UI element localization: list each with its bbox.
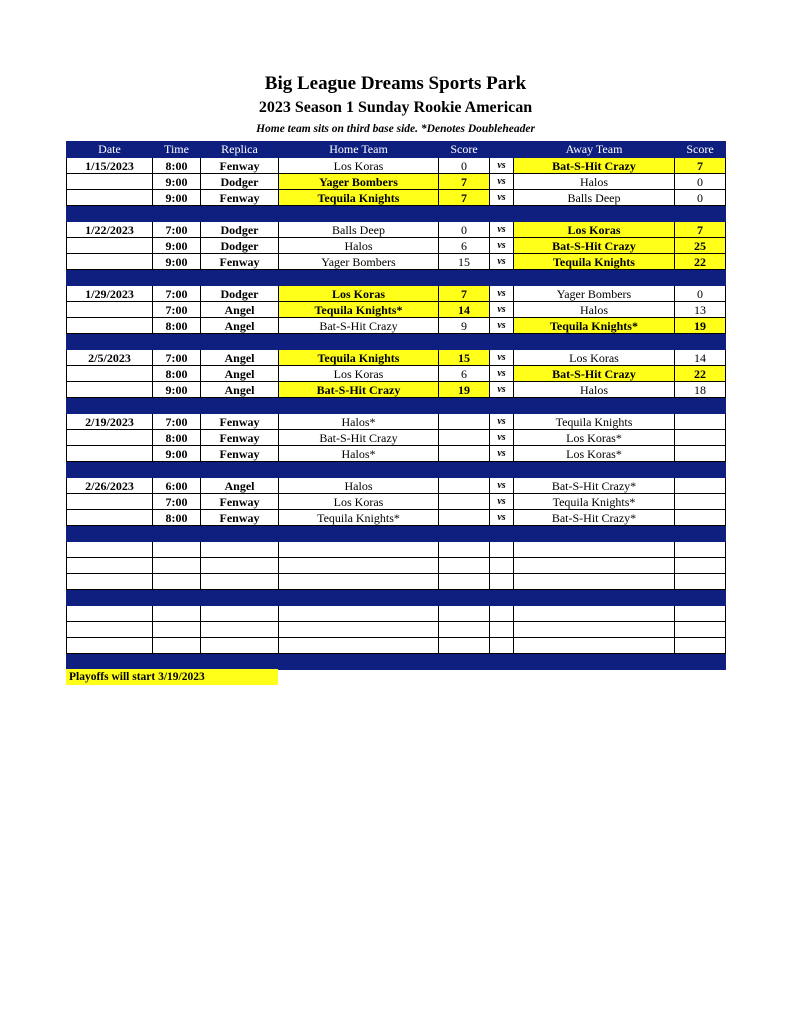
replica-cell: Dodger xyxy=(201,222,279,238)
home-team-cell: Halos xyxy=(279,478,439,494)
vs-cell xyxy=(490,542,514,558)
time-cell: 8:00 xyxy=(153,158,201,174)
column-header-replica: Replica xyxy=(201,142,279,158)
vs-cell xyxy=(490,558,514,574)
home-team-cell: Bat-S-Hit Crazy xyxy=(279,430,439,446)
home-score-cell: 6 xyxy=(439,366,490,382)
home-score-cell xyxy=(439,558,490,574)
away-team-cell xyxy=(514,622,675,638)
replica-cell: Angel xyxy=(201,302,279,318)
away-score-cell xyxy=(675,638,726,654)
table-row xyxy=(67,510,726,526)
schedule-table xyxy=(66,141,726,670)
column-header-vs xyxy=(490,142,514,158)
away-team-cell: Halos xyxy=(514,174,675,190)
week-separator xyxy=(67,590,726,606)
home-team-cell: Halos* xyxy=(279,446,439,462)
away-score-cell xyxy=(675,494,726,510)
home-score-cell: 0 xyxy=(439,222,490,238)
home-team-cell: Tequila Knights* xyxy=(279,302,439,318)
date-cell xyxy=(67,302,153,318)
table-row xyxy=(67,302,726,318)
time-cell xyxy=(153,606,201,622)
vs-cell xyxy=(490,638,514,654)
date-cell xyxy=(67,510,153,526)
time-cell: 6:00 xyxy=(153,478,201,494)
away-score-cell: 14 xyxy=(675,350,726,366)
table-row xyxy=(67,622,726,638)
table-row xyxy=(67,174,726,190)
header-row xyxy=(67,142,726,158)
time-cell: 9:00 xyxy=(153,254,201,270)
replica-cell: Angel xyxy=(201,382,279,398)
away-score-cell xyxy=(675,558,726,574)
replica-cell: Fenway xyxy=(201,254,279,270)
vs-cell: vs xyxy=(490,478,514,494)
vs-cell: vs xyxy=(490,350,514,366)
replica-cell: Fenway xyxy=(201,158,279,174)
table-row xyxy=(67,222,726,238)
vs-cell: vs xyxy=(490,494,514,510)
home-score-cell xyxy=(439,574,490,590)
away-score-cell xyxy=(675,606,726,622)
away-team-cell: Los Koras* xyxy=(514,446,675,462)
date-cell xyxy=(67,542,153,558)
away-score-cell: 0 xyxy=(675,174,726,190)
home-team-cell xyxy=(279,606,439,622)
page-title: Big League Dreams Sports Park xyxy=(264,73,527,94)
replica-cell xyxy=(201,558,279,574)
away-team-cell: Bat-S-Hit Crazy xyxy=(514,158,675,174)
away-score-cell xyxy=(675,510,726,526)
time-cell: 7:00 xyxy=(153,286,201,302)
home-score-cell xyxy=(439,542,490,558)
replica-cell: Fenway xyxy=(201,190,279,206)
away-score-cell xyxy=(675,574,726,590)
date-cell xyxy=(67,190,153,206)
home-score-cell xyxy=(439,446,490,462)
home-team-cell: Tequila Knights xyxy=(279,350,439,366)
week-separator xyxy=(67,398,726,414)
home-score-cell: 0 xyxy=(439,158,490,174)
away-team-cell: Bat-S-Hit Crazy xyxy=(514,238,675,254)
home-team-cell: Bat-S-Hit Crazy xyxy=(279,318,439,334)
away-score-cell: 22 xyxy=(675,254,726,270)
vs-cell: vs xyxy=(490,414,514,430)
vs-cell: vs xyxy=(490,286,514,302)
away-score-cell xyxy=(675,478,726,494)
table-row xyxy=(67,478,726,494)
replica-cell: Dodger xyxy=(201,286,279,302)
away-score-cell xyxy=(675,446,726,462)
date-cell xyxy=(67,174,153,190)
date-cell xyxy=(67,254,153,270)
table-row xyxy=(67,606,726,622)
away-team-cell xyxy=(514,542,675,558)
home-score-cell xyxy=(439,414,490,430)
table-row xyxy=(67,446,726,462)
home-team-cell: Halos* xyxy=(279,414,439,430)
home-score-cell: 15 xyxy=(439,254,490,270)
date-cell: 2/26/2023 xyxy=(67,478,153,494)
vs-cell: vs xyxy=(490,446,514,462)
away-team-cell xyxy=(514,638,675,654)
replica-cell: Dodger xyxy=(201,174,279,190)
replica-cell: Angel xyxy=(201,478,279,494)
home-score-cell xyxy=(439,510,490,526)
date-cell: 1/22/2023 xyxy=(67,222,153,238)
away-score-cell: 7 xyxy=(675,222,726,238)
vs-cell: vs xyxy=(490,366,514,382)
date-cell: 2/19/2023 xyxy=(67,414,153,430)
page-subtitle: 2023 Season 1 Sunday Rookie American xyxy=(258,99,533,116)
away-team-cell: Bat-S-Hit Crazy xyxy=(514,366,675,382)
home-score-cell: 14 xyxy=(439,302,490,318)
time-cell: 9:00 xyxy=(153,190,201,206)
replica-cell xyxy=(201,638,279,654)
home-team-cell: Yager Bombers xyxy=(279,174,439,190)
away-team-cell xyxy=(514,606,675,622)
away-team-cell: Los Koras xyxy=(514,222,675,238)
table-row xyxy=(67,254,726,270)
date-cell xyxy=(67,494,153,510)
time-cell: 8:00 xyxy=(153,318,201,334)
table-row xyxy=(67,158,726,174)
home-team-cell: Los Koras xyxy=(279,286,439,302)
home-score-cell xyxy=(439,478,490,494)
vs-cell: vs xyxy=(490,510,514,526)
home-team-cell: Bat-S-Hit Crazy xyxy=(279,382,439,398)
away-score-cell: 19 xyxy=(675,318,726,334)
away-score-cell: 0 xyxy=(675,286,726,302)
away-team-cell: Los Koras xyxy=(514,350,675,366)
vs-cell: vs xyxy=(490,158,514,174)
table-row xyxy=(67,638,726,654)
time-cell xyxy=(153,574,201,590)
time-cell: 7:00 xyxy=(153,494,201,510)
away-team-cell: Halos xyxy=(514,382,675,398)
replica-cell: Fenway xyxy=(201,446,279,462)
time-cell: 8:00 xyxy=(153,430,201,446)
replica-cell xyxy=(201,622,279,638)
week-separator xyxy=(67,526,726,542)
column-header-away-team: Away Team xyxy=(514,142,675,158)
away-team-cell: Tequila Knights xyxy=(514,414,675,430)
home-team-cell: Los Koras xyxy=(279,494,439,510)
home-team-cell: Los Koras xyxy=(279,366,439,382)
home-score-cell xyxy=(439,622,490,638)
column-header-time: Time xyxy=(153,142,201,158)
away-team-cell: Yager Bombers xyxy=(514,286,675,302)
time-cell: 8:00 xyxy=(153,510,201,526)
date-cell xyxy=(67,238,153,254)
table-row xyxy=(67,238,726,254)
date-cell xyxy=(67,606,153,622)
date-cell: 2/5/2023 xyxy=(67,350,153,366)
time-cell: 9:00 xyxy=(153,174,201,190)
home-score-cell: 19 xyxy=(439,382,490,398)
time-cell: 7:00 xyxy=(153,350,201,366)
home-team-cell: Tequila Knights xyxy=(279,190,439,206)
away-score-cell: 22 xyxy=(675,366,726,382)
away-team-cell xyxy=(514,558,675,574)
schedule-body xyxy=(67,158,726,670)
home-score-cell xyxy=(439,430,490,446)
date-cell xyxy=(67,622,153,638)
vs-cell: vs xyxy=(490,190,514,206)
home-score-cell xyxy=(439,606,490,622)
home-team-cell xyxy=(279,622,439,638)
vs-cell: vs xyxy=(490,302,514,318)
replica-cell: Fenway xyxy=(201,430,279,446)
table-row xyxy=(67,574,726,590)
table-row xyxy=(67,286,726,302)
time-cell xyxy=(153,558,201,574)
away-team-cell: Balls Deep xyxy=(514,190,675,206)
replica-cell: Angel xyxy=(201,318,279,334)
vs-cell xyxy=(490,574,514,590)
time-cell: 7:00 xyxy=(153,302,201,318)
replica-cell xyxy=(201,574,279,590)
column-header-away-score: Score xyxy=(675,142,726,158)
table-row xyxy=(67,414,726,430)
table-row xyxy=(67,350,726,366)
vs-cell: vs xyxy=(490,174,514,190)
away-team-cell xyxy=(514,574,675,590)
away-score-cell xyxy=(675,542,726,558)
away-team-cell: Bat-S-Hit Crazy* xyxy=(514,510,675,526)
vs-cell: vs xyxy=(490,238,514,254)
time-cell: 9:00 xyxy=(153,238,201,254)
home-score-cell: 7 xyxy=(439,174,490,190)
home-score-cell: 7 xyxy=(439,190,490,206)
replica-cell: Angel xyxy=(201,366,279,382)
replica-cell: Angel xyxy=(201,350,279,366)
away-score-cell: 0 xyxy=(675,190,726,206)
vs-cell: vs xyxy=(490,318,514,334)
away-score-cell: 7 xyxy=(675,158,726,174)
away-score-cell: 25 xyxy=(675,238,726,254)
replica-cell xyxy=(201,542,279,558)
home-team-cell: Tequila Knights* xyxy=(279,510,439,526)
table-row xyxy=(67,542,726,558)
date-cell: 1/15/2023 xyxy=(67,158,153,174)
date-cell xyxy=(67,638,153,654)
time-cell xyxy=(153,622,201,638)
column-header-home-team: Home Team xyxy=(279,142,439,158)
schedule-note: Home team sits on third base side. *Denotes Doubleheader xyxy=(256,123,535,135)
date-cell: 1/29/2023 xyxy=(67,286,153,302)
home-score-cell: 9 xyxy=(439,318,490,334)
table-row xyxy=(67,318,726,334)
playoffs-note: Playoffs will start 3/19/2023 xyxy=(66,669,278,685)
replica-cell: Fenway xyxy=(201,510,279,526)
replica-cell xyxy=(201,606,279,622)
week-separator xyxy=(67,334,726,350)
table-row xyxy=(67,494,726,510)
date-cell xyxy=(67,366,153,382)
date-cell xyxy=(67,446,153,462)
week-separator xyxy=(67,206,726,222)
home-team-cell xyxy=(279,574,439,590)
vs-cell: vs xyxy=(490,430,514,446)
replica-cell: Dodger xyxy=(201,238,279,254)
vs-cell: vs xyxy=(490,222,514,238)
date-cell xyxy=(67,318,153,334)
time-cell: 7:00 xyxy=(153,414,201,430)
away-score-cell xyxy=(675,430,726,446)
vs-cell: vs xyxy=(490,254,514,270)
home-score-cell xyxy=(439,638,490,654)
table-row xyxy=(67,190,726,206)
home-score-cell xyxy=(439,494,490,510)
home-team-cell: Halos xyxy=(279,238,439,254)
replica-cell: Fenway xyxy=(201,414,279,430)
replica-cell: Fenway xyxy=(201,494,279,510)
week-separator xyxy=(67,654,726,670)
away-team-cell: Halos xyxy=(514,302,675,318)
week-separator xyxy=(67,462,726,478)
away-score-cell xyxy=(675,414,726,430)
table-row xyxy=(67,382,726,398)
table-row xyxy=(67,558,726,574)
home-team-cell: Yager Bombers xyxy=(279,254,439,270)
time-cell: 7:00 xyxy=(153,222,201,238)
away-team-cell: Los Koras* xyxy=(514,430,675,446)
table-row xyxy=(67,366,726,382)
week-separator xyxy=(67,270,726,286)
date-cell xyxy=(67,558,153,574)
home-team-cell: Los Koras xyxy=(279,158,439,174)
home-score-cell: 7 xyxy=(439,286,490,302)
vs-cell xyxy=(490,606,514,622)
away-score-cell: 13 xyxy=(675,302,726,318)
away-team-cell: Bat-S-Hit Crazy* xyxy=(514,478,675,494)
away-team-cell: Tequila Knights* xyxy=(514,318,675,334)
column-header-home-score: Score xyxy=(439,142,490,158)
away-team-cell: Tequila Knights xyxy=(514,254,675,270)
time-cell xyxy=(153,542,201,558)
date-cell xyxy=(67,430,153,446)
home-team-cell xyxy=(279,558,439,574)
home-team-cell xyxy=(279,638,439,654)
home-score-cell: 15 xyxy=(439,350,490,366)
home-team-cell: Balls Deep xyxy=(279,222,439,238)
away-score-cell xyxy=(675,622,726,638)
away-score-cell: 18 xyxy=(675,382,726,398)
date-cell xyxy=(67,382,153,398)
away-team-cell: Tequila Knights* xyxy=(514,494,675,510)
home-score-cell: 6 xyxy=(439,238,490,254)
date-cell xyxy=(67,574,153,590)
vs-cell xyxy=(490,622,514,638)
time-cell: 9:00 xyxy=(153,446,201,462)
table-row xyxy=(67,430,726,446)
time-cell xyxy=(153,638,201,654)
home-team-cell xyxy=(279,542,439,558)
vs-cell: vs xyxy=(490,382,514,398)
time-cell: 8:00 xyxy=(153,366,201,382)
column-header-date: Date xyxy=(67,142,153,158)
time-cell: 9:00 xyxy=(153,382,201,398)
